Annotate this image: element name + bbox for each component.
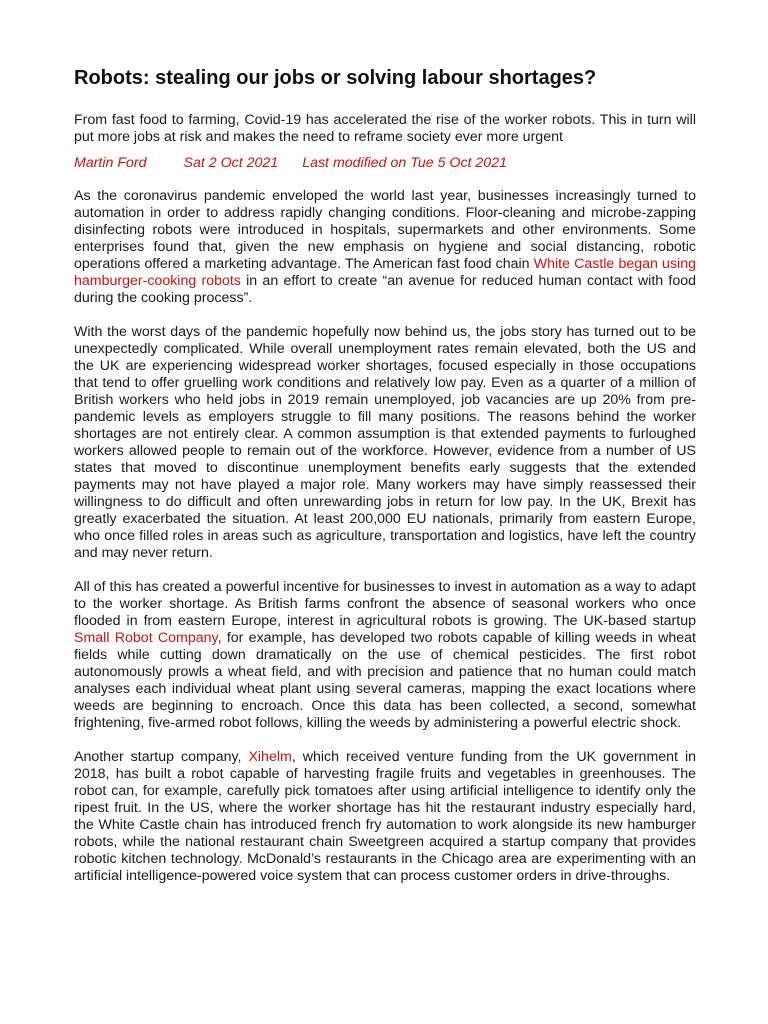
paragraph-text: Another startup company, <box>74 749 249 765</box>
byline <box>74 155 696 172</box>
paragraph-text: , for example, has developed two robots capable of killing weeds in wheat fields while cutting down dramatically on the use of chemical pesticides. The first robot autonomously prowls a wheat field, and with precision and patience that no human could match analyses each individual wheat plant using several cameras, mapping the exact locations where weeds are beginning to encroach. Once this data has been collected, a second, somewhat frightening, five-armed robot follows, killing the weeds by administering a powerful electric shock. <box>74 630 696 731</box>
author-name[interactable]: Martin Ford <box>74 155 147 171</box>
article-standfirst: From fast food to farming, Covid-19 has accelerated the rise of the worker robots. This in turn will put more jobs at risk and makes the need to reframe society ever more urgent <box>74 112 696 145</box>
white-castle-link[interactable]: White Castle began using hamburger-cooking robots <box>74 256 696 289</box>
modified-date: Last modified on Tue 5 Oct 2021 <box>302 155 507 171</box>
paragraph-text: , which received venture funding from the UK government in 2018, has built a robot capable of harvesting fragile fruits and vegetables in greenhouses. The robot can, for example, carefully pick tomatoes after using artificial intelligence to identify only the ripest fruit. In the US, where the worker shortage has hit the restaurant industry especially hard, the White Castle chain has introduced french fry automation to work alongside its new hamburger robots, while the national restaurant chain Sweetgreen acquired a startup company that provides robotic kitchen technology. McDonald’s restaurants in the Chicago area are experimenting with an artificial intelligence-powered voice system that can process customer orders in drive-throughs. <box>74 749 696 884</box>
publish-date: Sat 2 Oct 2021 <box>183 155 279 171</box>
paragraph-text: in an effort to create “an avenue for reduced human contact with food during the cooking process”. <box>74 273 696 306</box>
body-paragraph-1 <box>74 188 696 307</box>
article-title: Robots: stealing our jobs or solving labour shortages? <box>74 67 597 89</box>
small-robot-company-link[interactable]: Small Robot Company <box>74 630 218 646</box>
body-paragraph-2: With the worst days of the pandemic hopefully now behind us, the jobs story has turned out to be unexpectedly complicated. While overall unemployment rates remain elevated, both the US and the UK are experiencing widespread worker shortages, focused especially in those occupations that tend to offer gruelling work conditions and relatively low pay. Even as a quarter of a million of British workers who held jobs in 2019 remain unemployed, job vacancies are up 20% from pre-pandemic levels as employers struggle to fill many positions. The reasons behind the worker shortages are not entirely clear. A common assumption is that extended payments to furloughed workers allowed people to remain out of the workforce. However, evidence from a number of US states that moved to discontinue unemployment benefits early suggests that the extended payments may not have played a major role. Many workers may have simply reassessed their willingness to do difficult and often unrewarding jobs in return for low pay. In the UK, Brexit has greatly exacerbated the situation. At least 200,000 EU nationals, primarily from eastern Europe, who once filled roles in areas such as agriculture, transportation and logistics, have left the country and may never return. <box>74 324 696 561</box>
xihelm-link[interactable]: Xihelm <box>248 749 292 765</box>
body-paragraph-3 <box>74 579 696 732</box>
body-paragraph-4 <box>74 749 696 885</box>
paragraph-text: All of this has created a powerful incentive for businesses to invest in automation as a way to adapt to the worker shortage. As British farms confront the absence of seasonal workers who once flooded in from eastern Europe, interest in agricultural robots is growing. The UK-based startup <box>74 579 696 629</box>
paragraph-text: As the coronavirus pandemic enveloped the world last year, businesses increasingly turned to automation in order to address rapidly changing conditions. Floor-cleaning and microbe-zapping disinfecting robots were introduced in hospitals, supermarkets and other environments. Some enterprises found that, given the new emphasis on hygiene and social distancing, robotic operations offered a marketing advantage. The American fast food chain <box>74 188 696 272</box>
